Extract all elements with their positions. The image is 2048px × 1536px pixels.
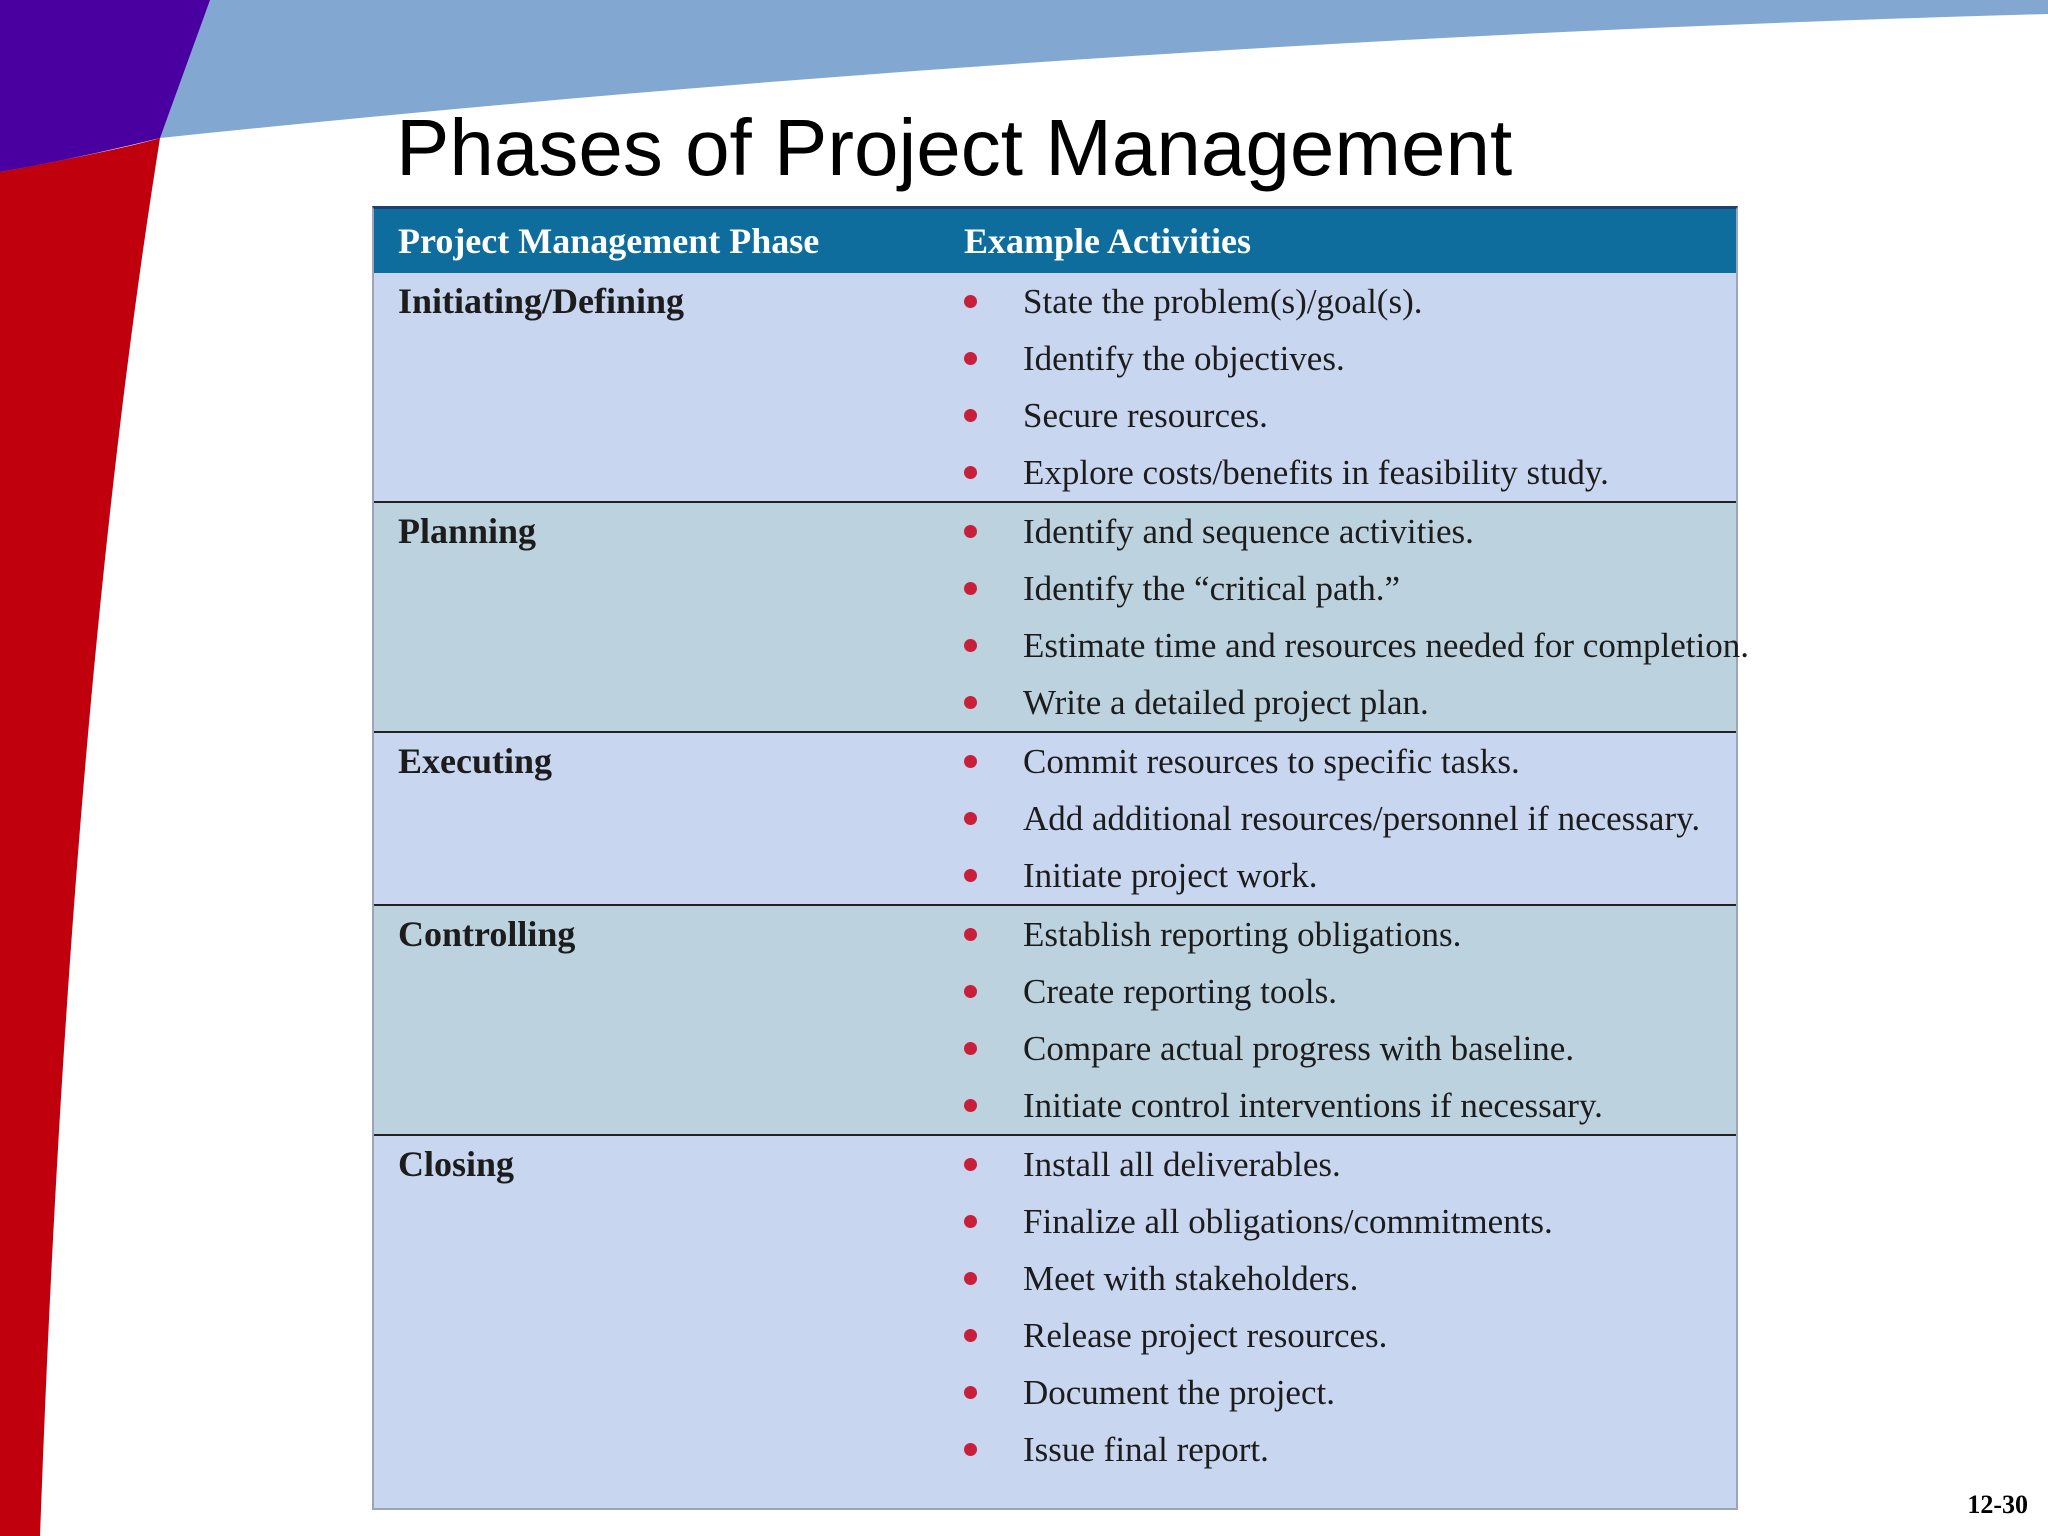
phase-cell — [374, 503, 898, 731]
activity-text: Release project resources. — [1023, 1315, 1388, 1355]
activities-cell — [898, 1136, 1736, 1508]
phase-cell — [374, 906, 898, 1134]
bullet-dot-icon — [964, 928, 977, 941]
activities-cell — [898, 503, 1749, 731]
bullet-dot-icon — [964, 525, 977, 538]
bullet-dot-icon — [964, 1443, 977, 1456]
phase-cell — [374, 733, 898, 904]
activity-text: Identify the “critical path.” — [1023, 568, 1401, 608]
list-item — [964, 1020, 1736, 1077]
list-item — [964, 1421, 1736, 1478]
table-row — [374, 501, 1749, 731]
list-item — [964, 906, 1736, 963]
activity-text: Initiate project work. — [1023, 855, 1318, 895]
slide-number: 12-30 — [1967, 1490, 2028, 1519]
left-red-band — [0, 138, 160, 1536]
table-row — [374, 273, 1736, 501]
activity-text: Write a detailed project plan. — [1023, 682, 1429, 722]
phase-name: Closing — [398, 1144, 515, 1184]
table-row — [374, 1134, 1736, 1508]
activity-list — [964, 906, 1736, 1134]
bullet-dot-icon — [964, 409, 977, 422]
list-item — [964, 1193, 1736, 1250]
activity-text: Estimate time and resources needed for completion. — [1023, 625, 1749, 665]
bullet-dot-icon — [964, 1329, 977, 1342]
phase-cell — [374, 1136, 898, 1508]
phase-name: Executing — [398, 741, 553, 781]
activity-text: Create reporting tools. — [1023, 971, 1337, 1011]
bullet-dot-icon — [964, 812, 977, 825]
bullet-dot-icon — [964, 352, 977, 365]
bullet-dot-icon — [964, 295, 977, 308]
activity-text: Establish reporting obligations. — [1023, 914, 1462, 954]
slide-title: Phases of Project Management — [396, 103, 1513, 192]
activity-list — [964, 273, 1736, 501]
activity-text: Explore costs/benefits in feasibility study. — [1023, 452, 1609, 492]
phase-name: Planning — [398, 511, 537, 551]
activity-text: Compare actual progress with baseline. — [1023, 1028, 1575, 1068]
bullet-dot-icon — [964, 1042, 977, 1055]
activity-text: Finalize all obligations/commitments. — [1023, 1201, 1553, 1241]
list-item — [964, 1136, 1736, 1193]
activities-cell — [898, 906, 1736, 1134]
header-phase-column: Project Management Phase — [398, 221, 820, 261]
activity-text: Identify and sequence activities. — [1023, 511, 1474, 551]
bullet-dot-icon — [964, 1158, 977, 1171]
list-item — [964, 560, 1749, 617]
top-left-purple-corner — [0, 0, 210, 172]
bullet-dot-icon — [964, 985, 977, 998]
list-item — [964, 674, 1749, 731]
activity-text: Secure resources. — [1023, 395, 1268, 435]
activity-list — [964, 503, 1749, 731]
bullet-dot-icon — [964, 1272, 977, 1285]
phase-cell — [374, 273, 898, 501]
list-item — [964, 503, 1749, 560]
activity-text: Meet with stakeholders. — [1023, 1258, 1359, 1298]
table-row — [374, 731, 1736, 904]
phase-name: Initiating/Defining — [398, 281, 685, 321]
bullet-dot-icon — [964, 639, 977, 652]
activity-text: Identify the objectives. — [1023, 338, 1345, 378]
list-item — [964, 1077, 1736, 1134]
table-row — [374, 904, 1736, 1134]
activity-text: State the problem(s)/goal(s). — [1023, 281, 1423, 321]
list-item — [964, 963, 1736, 1020]
list-item — [964, 733, 1736, 790]
phase-name: Controlling — [398, 914, 576, 954]
list-item — [964, 1250, 1736, 1307]
activities-cell — [898, 273, 1736, 501]
bullet-dot-icon — [964, 582, 977, 595]
activities-cell — [898, 733, 1736, 904]
activity-text: Document the project. — [1023, 1372, 1335, 1412]
activity-list — [964, 1136, 1736, 1478]
list-item — [964, 330, 1736, 387]
list-item — [964, 1307, 1736, 1364]
bullet-dot-icon — [964, 466, 977, 479]
list-item — [964, 1364, 1736, 1421]
activity-text: Issue final report. — [1023, 1429, 1269, 1469]
activity-list — [964, 733, 1736, 904]
list-item — [964, 790, 1736, 847]
phases-table — [372, 206, 1749, 1510]
list-item — [964, 617, 1749, 674]
header-activities-column: Example Activities — [964, 221, 1251, 261]
list-item — [964, 387, 1736, 444]
bullet-dot-icon — [964, 1386, 977, 1399]
bullet-dot-icon — [964, 1099, 977, 1112]
activity-text: Initiate control interventions if necessary. — [1023, 1085, 1603, 1125]
table-header — [374, 209, 1736, 273]
activity-text: Install all deliverables. — [1023, 1144, 1341, 1184]
activity-text: Commit resources to specific tasks. — [1023, 741, 1520, 781]
bullet-dot-icon — [964, 1215, 977, 1228]
bullet-dot-icon — [964, 696, 977, 709]
bullet-dot-icon — [964, 869, 977, 882]
list-item — [964, 444, 1736, 501]
list-item — [964, 847, 1736, 904]
list-item — [964, 273, 1736, 330]
bullet-dot-icon — [964, 755, 977, 768]
activity-text: Add additional resources/personnel if necessary. — [1023, 798, 1701, 838]
